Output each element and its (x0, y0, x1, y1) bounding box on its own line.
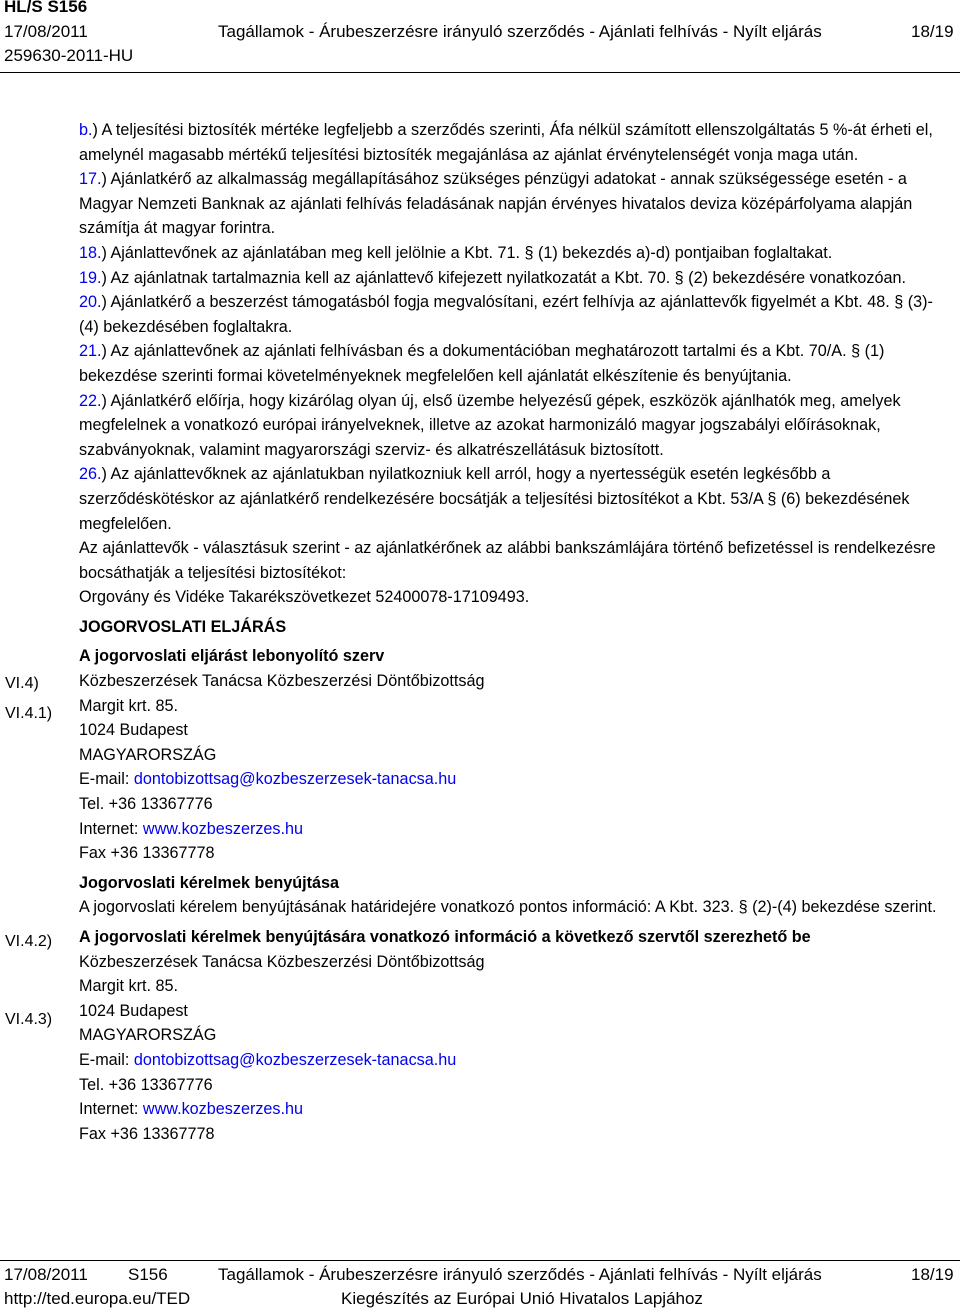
section-title-vi41: A jogorvoslati eljárást lebonyolító szerv (79, 647, 385, 666)
paragraph-text: ) Az ajánlattevőknek az ajánlatukban nyilatkozniuk kell arról, hogy a nyertességük esetén legkésőbb a szerződéskötéskor az ajánlatkérő rendelkezésére bocsátják a teljesítési biztosítékot a Kbt. 53/A § (6) bekezdésének megfelelően. (79, 465, 910, 533)
review-body-name: Közbeszerzések Tanácsa Közbeszerzési Döntőbizottság (79, 672, 485, 691)
paragraph-number: 20. (79, 293, 102, 312)
review-body-email-row (79, 767, 939, 792)
paragraph-number: b. (79, 121, 93, 139)
document-body (79, 118, 939, 1146)
paragraph (79, 118, 939, 167)
header-page: 18/19 (911, 22, 954, 41)
footer-series: S156 (128, 1265, 168, 1284)
review-body-tel: Tel. +36 13367776 (79, 795, 213, 814)
info-body-street: Margit krt. 85. (79, 977, 178, 996)
notice-code: HL/S S156 (4, 0, 88, 16)
paragraph (79, 389, 939, 463)
paragraph (79, 536, 939, 585)
paragraph-text: ) Az ajánlattevőnek az ajánlati felhívásban és a dokumentációban meghatározott tartalmi és a Kbt. 70/A. § (1) bekezdése szerinti formai követelményeknek megfelelően kell ajánlatát elkészítenie és benyújtania. (79, 342, 885, 385)
email-label: E-mail: (79, 1050, 134, 1069)
section-text-vi42: A jogorvoslati kérelem benyújtásának határidejére vonatkozó pontos információ: A Kbt. 323. § (2)-(4) bekezdése szerint. (79, 898, 937, 917)
paragraph-text: ) Ajánlatkérő előírja, hogy kizárólag olyan új, első üzembe helyezésű gépek, eszközök ajánlhatók meg, amelyek megfelelnek a vonatkozó európai irányelveknek, illetve az azokat harmonizáló magyar jogszabályi előírásoknak, szabványoknak, valamint magyarországi szerviz- és alkatrészellátásuk biztosított. (79, 391, 901, 459)
paragraph (79, 241, 939, 266)
info-body-email-row (79, 1048, 939, 1073)
section-title-vi43: A jogorvoslati kérelmek benyújtására vonatkozó információ a következő szervtől szerezhető be (79, 928, 811, 946)
paragraph-text: ) Ajánlatkérő a beszerzést támogatásból fogja megvalósítani, ezért felhívja az ajánlattevők figyelmét a Kbt. 48. § (3)-(4) bekezdésében foglaltakra. (79, 293, 933, 336)
paragraph (79, 462, 939, 536)
email-link[interactable]: dontobizottsag@kozbeszerzesek-tanacsa.hu (133, 770, 457, 789)
paragraph-list (79, 118, 939, 610)
paragraph (79, 290, 939, 339)
review-body-street: Margit krt. 85. (79, 696, 178, 715)
footer-date: 17/08/2011 (4, 1265, 88, 1284)
internet-link[interactable]: www.kozbeszerzes.hu (142, 819, 304, 838)
internet-label: Internet: (79, 819, 143, 838)
paragraph-number: 19. (79, 268, 102, 287)
footer-publisher: Kiegészítés az Európai Unió Hivatalos Lapjához (341, 1289, 703, 1308)
info-body-tel: Tel. +36 13367776 (79, 1075, 213, 1094)
review-body-internet-row (79, 817, 939, 842)
review-body-fax: Fax +36 13367778 (79, 844, 215, 863)
paragraph-number: 18. (79, 243, 102, 262)
paragraph-text: Orgovány és Vidéke Takarékszövetkezet 52400078-17109493. (79, 588, 530, 607)
section-label-vi42: VI.4.2) (5, 933, 53, 950)
email-link[interactable]: dontobizottsag@kozbeszerzesek-tanacsa.hu (133, 1050, 457, 1069)
paragraph (79, 339, 939, 388)
paragraph-text: Az ajánlattevők - választásuk szerint - az ajánlatkérőnek az alábbi bankszámlájára történő befizetéssel is rendelkezésre bocsáthatják a teljesítési biztosítékot: (79, 539, 936, 582)
section-label-vi4: VI.4) (5, 675, 39, 692)
header-doc-id: 259630-2011-HU (4, 46, 134, 65)
paragraph-text: ) Az ajánlatnak tartalmaznia kell az ajánlattevő kifejezett nyilatkozatát a Kbt. 70. § (2) bekezdésére vonatkozóan. (101, 268, 906, 287)
info-body-name: Közbeszerzések Tanácsa Közbeszerzési Döntőbizottság (79, 952, 485, 971)
header-date: 17/08/2011 (4, 22, 88, 41)
page-footer (0, 1261, 960, 1311)
paragraph-number: 22. (79, 391, 102, 410)
email-label: E-mail: (79, 770, 134, 789)
header-rule (0, 72, 960, 73)
header-title: Tagállamok - Árubeszerzésre irányuló szerződés - Ajánlati felhívás - Nyílt eljárás (218, 22, 822, 41)
review-body-city: 1024 Budapest (79, 721, 188, 740)
section-label-vi43: VI.4.3) (5, 1011, 53, 1028)
section-label-vi41: VI.4.1) (5, 705, 53, 722)
info-body-internet-row (79, 1097, 939, 1122)
info-body-country: MAGYARORSZÁG (79, 1026, 217, 1045)
paragraph-text: ) A teljesítési biztosíték mértéke legfeljebb a szerződés szerinti, Áfa nélkül számított ellenszolgáltatás 5 %-át érheti el, amelynél magasabb mértékű teljesítési biztosíték megajánlása az ajánlat érvénytelenségét vonja maga után. (79, 121, 933, 164)
section-title-vi4: JOGORVOSLATI ELJÁRÁS (79, 617, 287, 636)
paragraph-text: ) Ajánlatkérő az alkalmasság megállapításához szükséges pénzügyi adatokat - annak szükségessége esetén - a Magyar Nemzeti Banknak az ajánlati felhívás feladásának napján érvényes hivatalos deviza középárfolyama alapján számítja át magyar forintra. (79, 170, 913, 238)
paragraph-text: ) Ajánlattevőnek az ajánlatában meg kell jelölnie a Kbt. 71. § (1) bekezdés a)-d) pontjaiban foglaltakat. (101, 243, 833, 262)
internet-label: Internet: (79, 1100, 143, 1119)
paragraph-number: 17. (79, 170, 102, 189)
info-body-fax: Fax +36 13367778 (79, 1124, 215, 1143)
footer-page: 18/19 (911, 1265, 954, 1284)
section-title-vi42: Jogorvoslati kérelmek benyújtása (79, 873, 340, 892)
internet-link[interactable]: www.kozbeszerzes.hu (142, 1100, 304, 1119)
paragraph (79, 266, 939, 291)
paragraph-number: 26. (79, 465, 102, 484)
paragraph (79, 585, 939, 610)
info-body-city: 1024 Budapest (79, 1001, 188, 1020)
page-header (0, 0, 960, 76)
footer-title: Tagállamok - Árubeszerzésre irányuló szerződés - Ajánlati felhívás - Nyílt eljárás (218, 1265, 822, 1284)
paragraph-number: 21. (79, 342, 102, 361)
footer-url[interactable]: http://ted.europa.eu/TED (4, 1289, 191, 1308)
paragraph (79, 167, 939, 241)
review-body-country: MAGYARORSZÁG (79, 745, 217, 764)
